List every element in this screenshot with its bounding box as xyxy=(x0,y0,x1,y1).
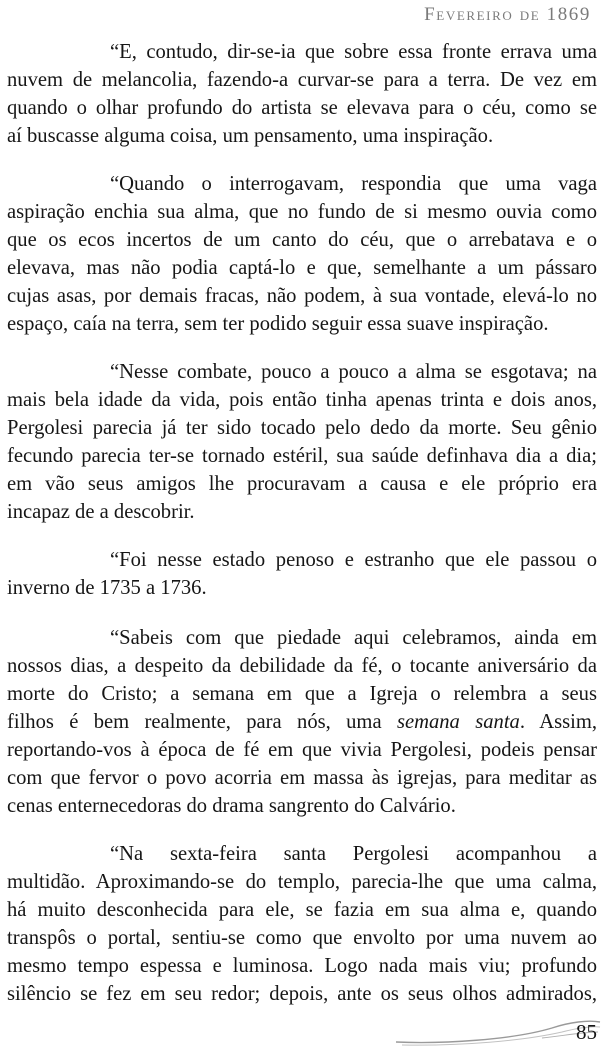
italic-term: semana santa xyxy=(396,711,520,733)
paragraph-line: “Foi nesse estado penoso e estranho que ele passou o xyxy=(110,549,597,571)
paragraph-line: nossos dias, a despeito da debilidade da fé, o tocante aniversário da xyxy=(7,655,597,677)
paragraph-line: inverno de 1735 a 1736. xyxy=(7,577,207,599)
paragraph-line: mais bela idade da vida, pois então tinha apenas trinta e dois anos, xyxy=(7,389,597,411)
paragraph-line: com que fervor o povo acorria em massa às igrejas, para meditar as xyxy=(7,767,597,789)
paragraph-1 xyxy=(7,38,597,150)
paragraph-line: cujas asas, por demais fracas, não podem, à sua vontade, elevá-lo no xyxy=(7,285,597,307)
paragraph-line: “Quando o interrogavam, respondia que uma vaga xyxy=(110,173,597,195)
paragraph-line xyxy=(7,708,597,736)
line-text-before: filhos é bem realmente, para nós, uma xyxy=(7,711,397,733)
paragraph-line: incapaz de a descobrir. xyxy=(7,501,195,523)
paragraph-line: há muito desconhecida para ele, se fazia em sua alma e, quando xyxy=(7,899,597,921)
paragraph-line: cenas enternecedoras do drama sangrento do Calvário. xyxy=(7,795,456,817)
paragraph-line: quando o olhar profundo do artista se elevava para o céu, como se xyxy=(7,97,597,119)
paragraph-line: fecundo parecia ter-se tornado estéril, sua saúde definhava dia a dia; xyxy=(7,445,597,467)
paragraph-line: “Sabeis com que piedade aqui celebramos, ainda em xyxy=(110,627,597,649)
line-text-after: . Assim, xyxy=(519,711,597,733)
paragraph-line: Pergolesi parecia já ter sido tocado pelo dedo da morte. Seu gênio xyxy=(7,417,597,439)
page-number: 85 xyxy=(576,1020,597,1044)
paragraph-line: que os ecos incertos de um canto do céu, que o arrebatava e o xyxy=(7,229,597,251)
paragraph-line: silêncio se fez em seu redor; depois, ante os seus olhos admirados, xyxy=(7,983,597,1005)
paragraph-line: multidão. Aproximando-se do templo, parecia-lhe que uma calma, xyxy=(7,871,597,893)
paragraph-line: “Na sexta-feira santa Pergolesi acompanhou a xyxy=(110,843,597,865)
paragraph-line: espaço, caía na terra, sem ter podido seguir essa suave inspiração. xyxy=(7,313,549,335)
paragraph-line: mesmo tempo espessa e luminosa. Logo nada mais viu; profundo xyxy=(7,955,597,977)
paragraph-3 xyxy=(7,358,597,526)
paragraph-line: elevava, mas não podia captá-lo e que, semelhante a um pássaro xyxy=(7,257,597,279)
paragraph-line: “Nesse combate, pouco a pouco a alma se esgotava; na xyxy=(110,361,597,383)
paragraph-line: “E, contudo, dir-se-ia que sobre essa fronte errava uma xyxy=(110,41,597,63)
paragraph-line: transpôs o portal, sentiu-se como que envolto por uma nuvem ao xyxy=(7,927,597,949)
paragraph-5 xyxy=(7,624,597,820)
paragraph-line: aspiração enchia sua alma, que no fundo de si mesmo ouvia como xyxy=(7,201,597,223)
footer-swoosh-ornament xyxy=(392,1014,602,1048)
paragraph-line: morte do Cristo; a semana em que a Igreja o relembra a seus xyxy=(7,683,597,705)
paragraph-4 xyxy=(7,546,597,602)
paragraph-6 xyxy=(7,840,597,1008)
paragraph-2 xyxy=(7,170,597,338)
running-header: Fevereiro de 1869 xyxy=(424,4,591,25)
paragraph-line: em vão seus amigos lhe procuravam a causa e ele próprio era xyxy=(7,473,597,495)
paragraph-line: nuvem de melancolia, fazendo-a curvar-se para a terra. De vez em xyxy=(7,69,597,91)
paragraph-line: reportando-vos à época de fé em que vivia Pergolesi, podeis pensar xyxy=(7,739,597,761)
paragraph-line: aí buscasse alguma coisa, um pensamento, uma inspiração. xyxy=(7,125,494,147)
